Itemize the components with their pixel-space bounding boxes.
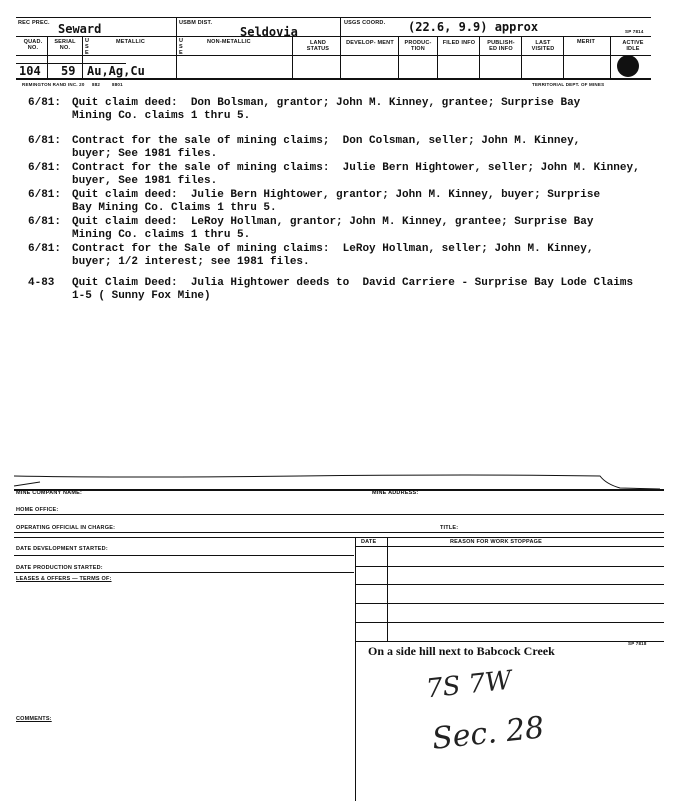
nonmetallic-label: NON-METALLIC bbox=[207, 39, 251, 45]
entry-text: Quit claim deed: Julie Bern Hightower, grantor; John M. Kinney, buyer; Surprise Bay Mining Co. Claims 1 thru 5. bbox=[72, 189, 601, 214]
metallic-label: METALLIC bbox=[116, 39, 145, 45]
active-idle-label: ACTIVE IDLE bbox=[622, 40, 644, 52]
usbm-dist-label: USBM DIST. bbox=[179, 20, 213, 26]
rec-prec-value: Seward bbox=[58, 22, 102, 36]
entry-text: Contract for the sale of mining claims; Don Colsman, seller; John M. Kinney, buyer; See 1981 files. bbox=[72, 135, 581, 160]
quad-label: QUAD. NO. bbox=[23, 39, 43, 51]
active-status-dot bbox=[617, 55, 639, 77]
entry-text: Quit claim deed: LeRoy Hollman, grantor; John M. Kinney, grantee; Surprise Bay Mining Co. claims 1 thru 5. bbox=[72, 216, 594, 241]
entry-date: 6/81: bbox=[28, 216, 62, 228]
location-note: On a side hill next to Babcock Creek bbox=[368, 644, 555, 658]
title-label: TITLE: bbox=[440, 525, 459, 531]
comments-label: COMMENTS: bbox=[16, 716, 52, 722]
date-column-label: DATE bbox=[361, 539, 377, 545]
leases-offers-label: LEASES & OFFERS — TERMS OF: bbox=[16, 576, 112, 582]
entry-date: 6/81: bbox=[28, 243, 62, 255]
reason-column-label: REASON FOR WORK STOPPAGE bbox=[450, 539, 542, 545]
entry-date: 6/81: bbox=[28, 135, 62, 147]
date-development-started-label: DATE DEVELOPMENT STARTED: bbox=[16, 546, 108, 552]
usgs-coord-value: (22.6, 9.9) approx bbox=[408, 20, 539, 34]
entry-date: 4-83 bbox=[28, 277, 55, 289]
form-number-lower: SP 7818 bbox=[628, 641, 647, 646]
published-info-label: PUBLISH- ED INFO bbox=[487, 40, 515, 52]
entry-text: Contract for the Sale of mining claims: LeRoy Hollman, seller; John M. Kinney, buyer; 1/2 interest; see 1981 files. bbox=[72, 243, 594, 268]
entry-text: Quit Claim Deed: Julia Hightower deeds to David Carriere - Surprise Bay Lode Claims 1-5 ( Sunny Fox Mine) bbox=[72, 277, 634, 302]
printer-label: REMINGTON RAND INC. 20 bbox=[22, 82, 85, 87]
use-letters-metallic: U S E bbox=[85, 38, 90, 56]
entry-text: Quit claim deed: Don Bolsman, grantor; John M. Kinney, grantee; Surprise Bay Mining Co. claims 1 thru 5. bbox=[72, 97, 581, 122]
last-visited-label: LAST VISITED bbox=[531, 40, 555, 52]
operating-official-label: OPERATING OFFICIAL IN CHARGE: bbox=[16, 525, 116, 531]
handwritten-section: Sec. 28 bbox=[430, 710, 546, 757]
territorial-label: TERRITORIAL DEPT. OF MINES bbox=[532, 82, 605, 87]
quad-value: 104 bbox=[19, 64, 41, 78]
land-status-label: LAND STATUS bbox=[306, 40, 330, 52]
merit-label: MERIT bbox=[577, 39, 596, 45]
entry-date: 6/81: bbox=[28, 189, 62, 201]
use-letters-nonmetallic: U S E bbox=[179, 38, 184, 56]
mine-address-label: MINE ADDRESS: bbox=[372, 490, 419, 496]
printer-code-2: 8801 bbox=[112, 82, 123, 87]
usbm-dist-value: Seldovia bbox=[240, 25, 298, 39]
mine-company-label: MINE COMPANY NAME: bbox=[16, 490, 83, 496]
entry-date: 6/81: bbox=[28, 97, 62, 109]
serial-label: SERIAL NO. bbox=[54, 39, 76, 51]
printer-code-1: 882 bbox=[92, 82, 101, 87]
production-label: PRODUC- TION bbox=[404, 40, 432, 52]
development-label: DEVELOP- MENT bbox=[346, 40, 394, 46]
form-number: SP 7814 bbox=[625, 29, 644, 34]
home-office-label: HOME OFFICE: bbox=[16, 507, 59, 513]
date-production-started-label: DATE PRODUCTION STARTED: bbox=[16, 565, 103, 571]
serial-value: 59 bbox=[61, 64, 76, 78]
metallic-value: Au,Ag,Cu bbox=[87, 64, 145, 78]
usgs-coord-label: USGS COORD. bbox=[344, 20, 386, 26]
handwritten-township: 7S 7W bbox=[424, 665, 514, 705]
rec-prec-label: REC PREC. bbox=[18, 20, 50, 26]
entry-text: Contract for the sale of mining claims: Julie Bern Hightower, seller; John M. Kinney, buyer, See 1981 files. bbox=[72, 162, 640, 187]
entry-date: 6/81: bbox=[28, 162, 62, 174]
filed-info-label: FILED INFO bbox=[442, 40, 476, 46]
